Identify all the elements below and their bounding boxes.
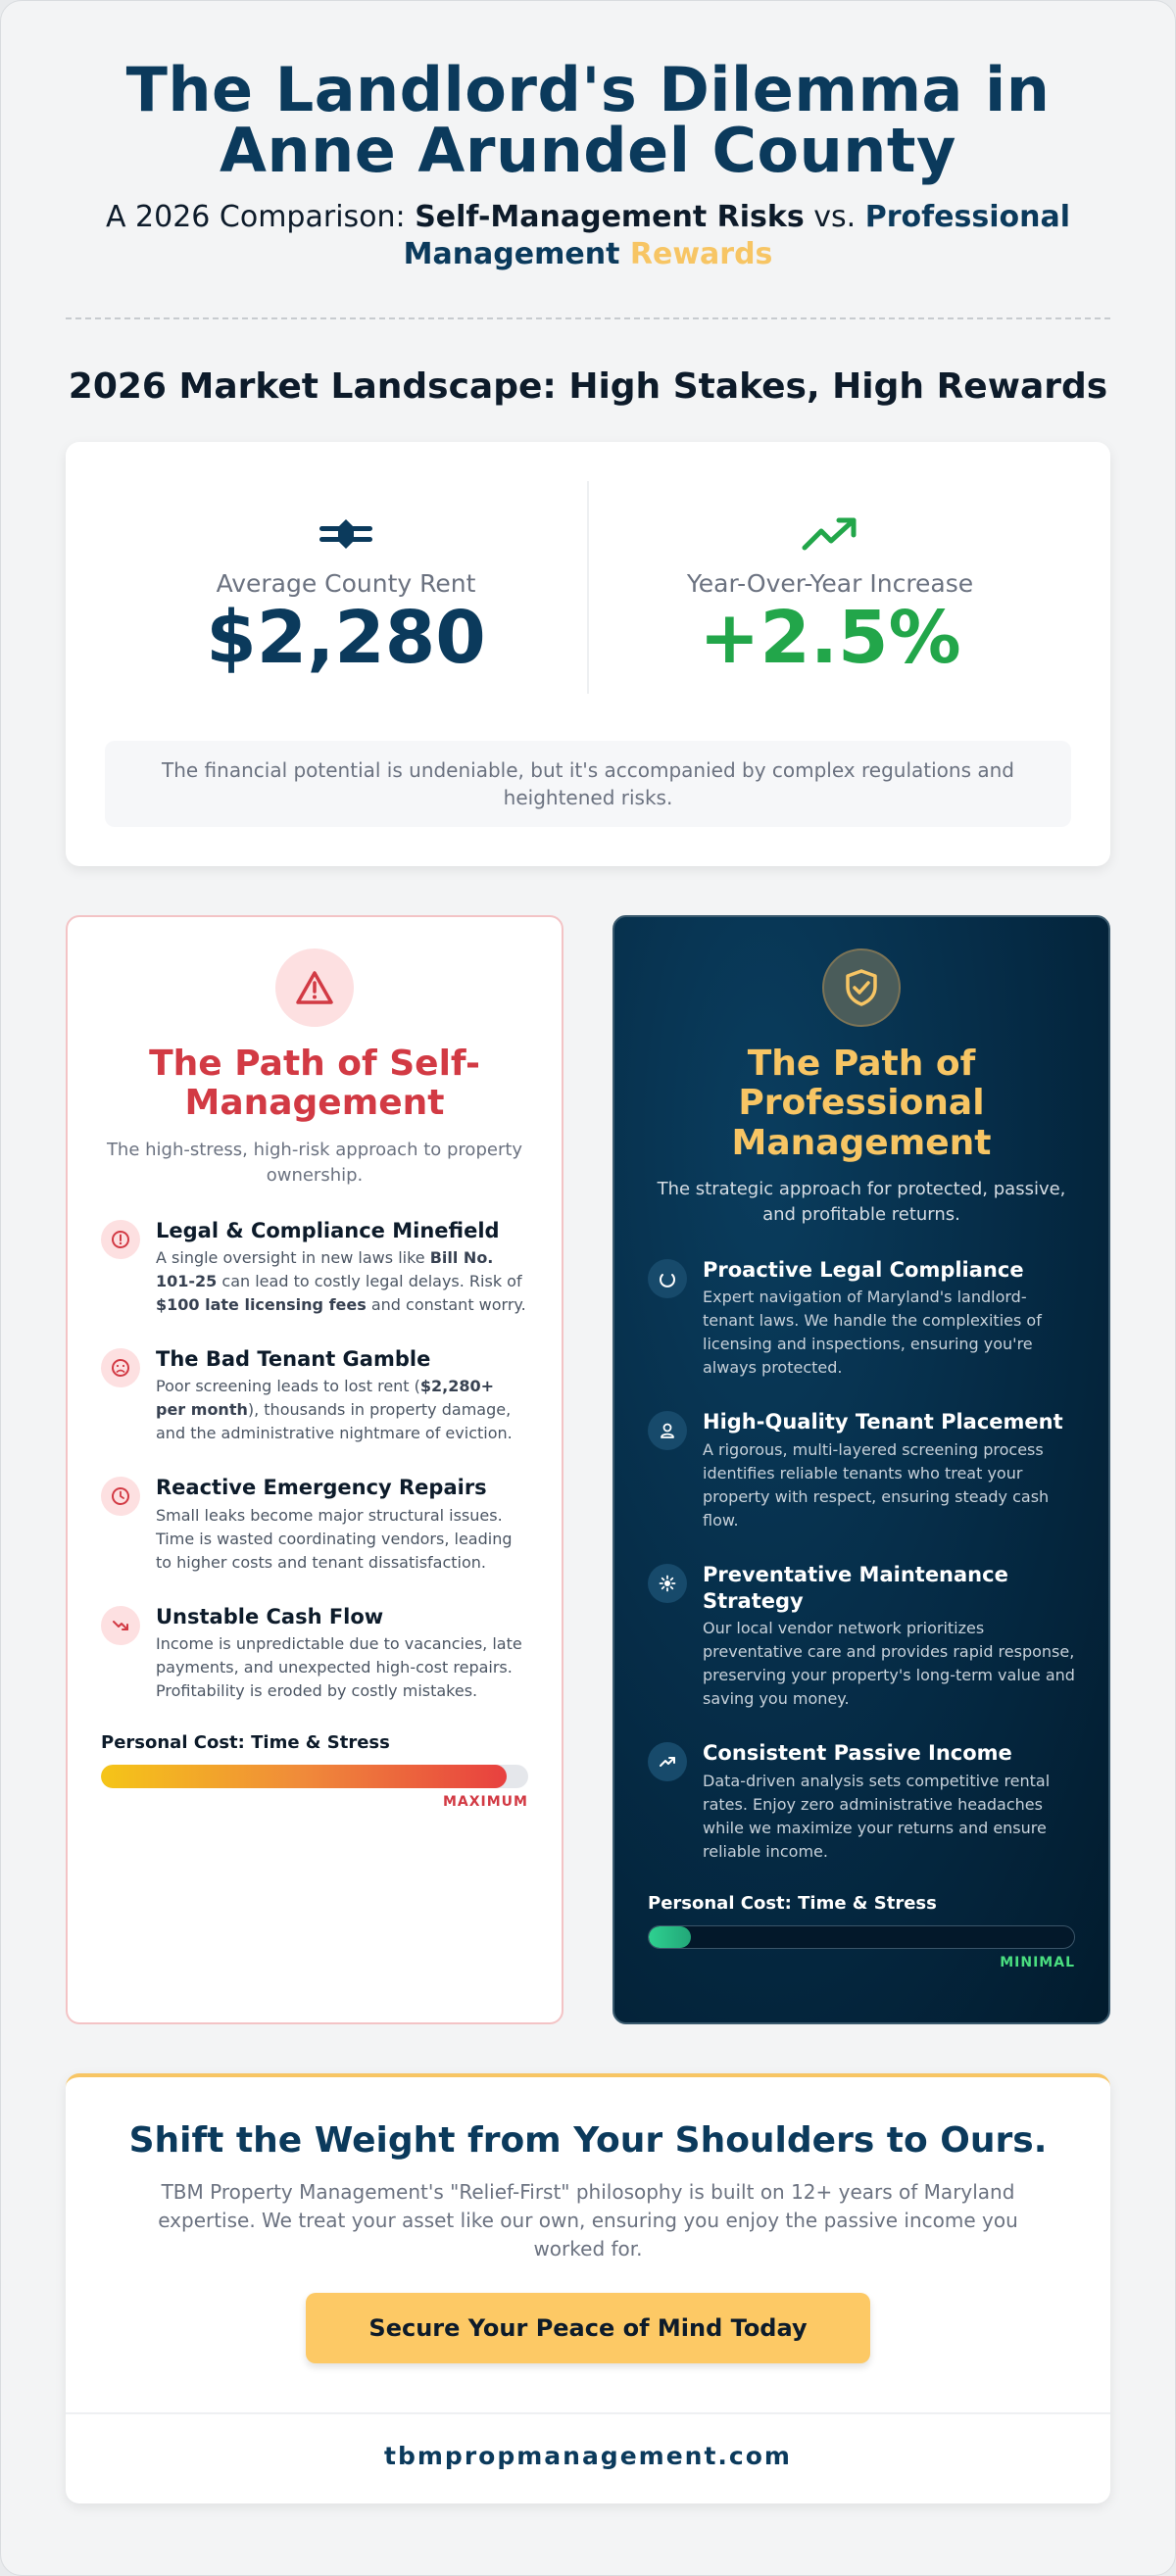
item-text: Small leaks become major structural issues. Time is wasted coordinating vendors, leading to higher costs and tenant dissatisfaction. — [156, 1505, 513, 1572]
frown-face-icon — [101, 1348, 140, 1387]
list-item — [648, 1257, 1075, 1380]
refresh-circle-icon — [648, 1259, 687, 1298]
item-title: Legal & Compliance Minefield — [156, 1218, 500, 1242]
hero-header — [66, 54, 1110, 272]
stress-meter — [101, 1765, 528, 1788]
stat-value: $2,280 — [206, 596, 486, 680]
list-item — [101, 1604, 528, 1703]
page-title: The Landlord's Dilemma in Anne Arundel County — [125, 54, 1051, 186]
stat-yoy-increase — [587, 481, 1071, 694]
professional-management-title: The Path of Professional Management — [731, 1044, 992, 1163]
item-text: Our local vendor network prioritizes preventative care and provides rapid response, preserving your property's long-term value and saving you money. — [703, 1619, 1075, 1709]
list-item — [101, 1475, 528, 1574]
item-title: Unstable Cash Flow — [156, 1604, 384, 1628]
subtitle-professional: Professional Management — [403, 200, 1071, 271]
item-title: High-Quality Tenant Placement — [703, 1410, 1063, 1434]
item-title: Proactive Legal Compliance — [703, 1258, 1024, 1283]
scale-slider-icon — [105, 510, 587, 558]
professional-management-tagline: The strategic approach for protected, passive, and profitable returns. — [657, 1178, 1066, 1226]
stress-meter-label: MINIMAL — [1000, 1954, 1075, 1970]
list-item — [101, 1346, 528, 1445]
warning-triangle-icon — [275, 948, 354, 1027]
self-management-tagline: The high-stress, high-risk approach to property ownership. — [106, 1139, 523, 1186]
subtitle-rewards: Rewards — [619, 236, 773, 271]
item-text: A single oversight in new laws like Bill No. 101-25 can lead to costly legal delays. Risk of $100 late licensing fees and constant worry. — [156, 1248, 526, 1315]
market-title: 2026 Market Landscape: High Stakes, High Rewards — [68, 366, 1108, 407]
item-text: Data-driven analysis sets competitive rental rates. Enjoy zero administrative headaches while we maximize your returns and ensure reliable income. — [703, 1771, 1051, 1861]
user-icon — [648, 1411, 687, 1450]
page-subtitle — [66, 199, 1110, 272]
call-to-action-card — [66, 2073, 1110, 2503]
subtitle-prefix: A 2026 Comparison: — [105, 200, 416, 234]
alert-circle-icon — [101, 1220, 140, 1259]
cta-text: TBM Property Management's "Relief-First" philosophy is built on 12+ years of Maryland expertise. We treat your asset like our own, ensuring you enjoy the passive income you worked for. — [158, 2180, 1018, 2260]
secure-peace-of-mind-button[interactable]: Secure Your Peace of Mind Today — [306, 2293, 870, 2363]
professional-management-list — [648, 1257, 1075, 1863]
item-title: Reactive Emergency Repairs — [156, 1476, 487, 1500]
list-item — [648, 1562, 1075, 1712]
list-item — [101, 1218, 528, 1317]
self-management-card — [66, 915, 564, 2024]
self-management-title: The Path of Self-Management — [149, 1044, 480, 1124]
self-management-list — [101, 1218, 528, 1703]
shield-check-icon — [822, 948, 901, 1027]
stress-meter — [648, 1925, 1075, 1949]
stress-meter-label: MAXIMUM — [442, 1794, 528, 1810]
stats-row — [105, 481, 1071, 694]
gear-sparkle-icon — [648, 1564, 687, 1603]
trending-up-icon — [648, 1742, 687, 1781]
trending-up-icon — [589, 510, 1071, 558]
market-stats-card — [66, 442, 1110, 866]
clock-icon — [101, 1477, 140, 1516]
cta-title: Shift the Weight from Your Shoulders to Ours. — [128, 2120, 1048, 2161]
stress-meter-fill — [101, 1765, 507, 1788]
item-text: Income is unpredictable due to vacancies, late payments, and unexpected high-cost repairs. Profitability is eroded by costly mistakes. — [156, 1634, 522, 1700]
website-link[interactable]: tbmpropmanagement.com — [66, 2412, 1110, 2503]
item-text: A rigorous, multi-layered screening process identifies reliable tenants who treat your property with respect, ensuring steady cash flow. — [703, 1439, 1050, 1530]
subtitle-vs: vs. — [804, 200, 865, 234]
cta-body — [66, 2077, 1110, 2412]
paths-comparison — [66, 915, 1110, 2024]
subtitle-self-management: Self-Management Risks — [415, 200, 805, 234]
list-item — [648, 1740, 1075, 1863]
item-text: Poor screening leads to lost rent ($2,280+ per month), thousands in property damage, and the administrative nightmare of eviction. — [156, 1377, 513, 1443]
stress-meter-fill — [649, 1926, 691, 1948]
item-title: Preventative Maintenance Strategy — [703, 1562, 1008, 1614]
market-note: The financial potential is undeniable, but it's accompanied by complex regulations and heightened risks. — [105, 741, 1071, 827]
item-title: The Bad Tenant Gamble — [156, 1347, 431, 1372]
trending-down-icon — [101, 1606, 140, 1645]
stat-label: Year-Over-Year Increase — [686, 569, 974, 598]
item-title: Consistent Passive Income — [703, 1741, 1012, 1766]
stat-label: Average County Rent — [216, 569, 476, 598]
stat-average-rent — [105, 481, 587, 694]
section-divider — [66, 317, 1110, 319]
stress-meter-title: Personal Cost: Time & Stress — [101, 1732, 390, 1753]
item-text: Expert navigation of Maryland's landlord-tenant laws. We handle the complexities of licensing and inspections, ensuring you're always protected. — [703, 1288, 1042, 1378]
stress-meter-title: Personal Cost: Time & Stress — [648, 1892, 937, 1914]
professional-management-card — [612, 915, 1110, 2024]
list-item — [648, 1409, 1075, 1531]
stat-value: +2.5% — [699, 596, 961, 680]
